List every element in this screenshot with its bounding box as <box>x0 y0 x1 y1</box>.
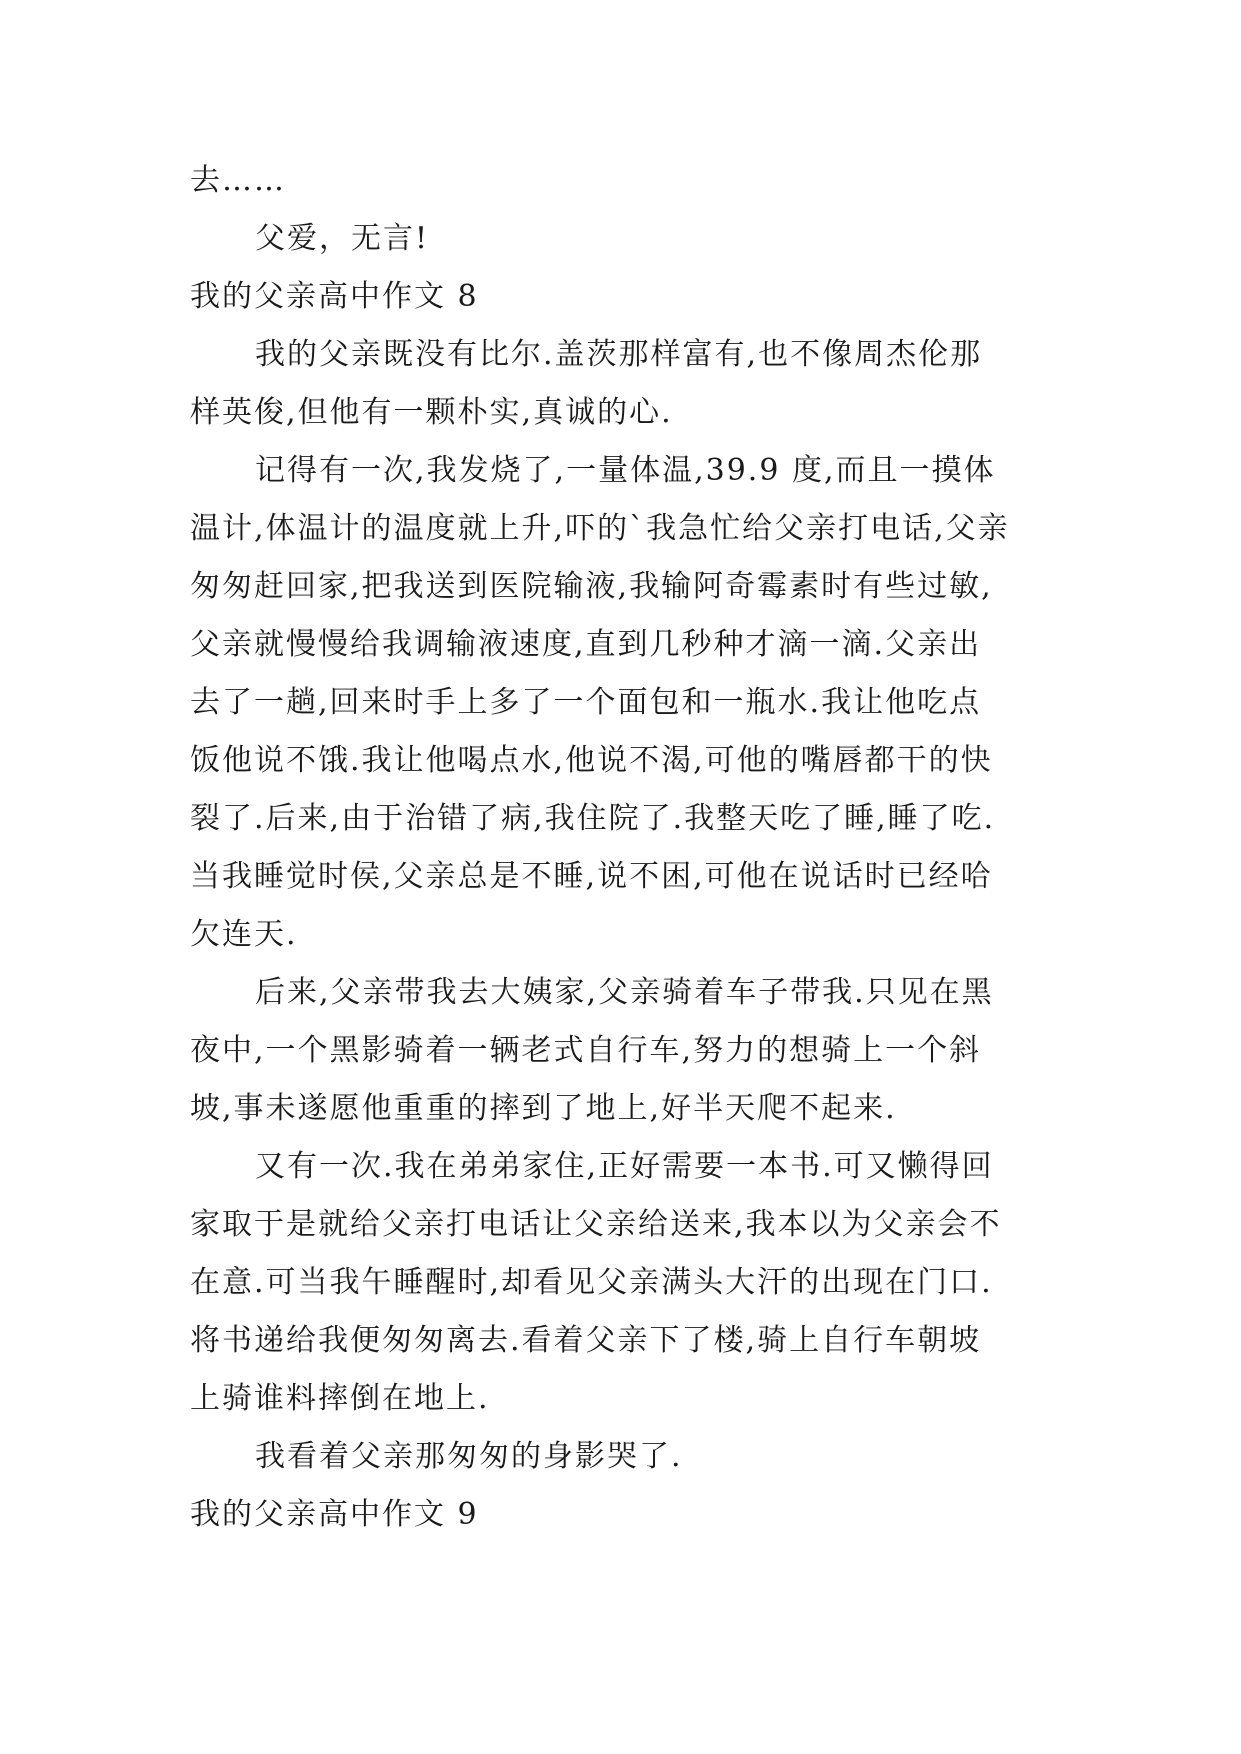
document-body <box>190 152 1070 1544</box>
text-line: 后来,父亲带我去大姨家,父亲骑着车子带我.只见在黑 <box>255 975 994 1010</box>
text-line: 在意.可当我午睡醒时,却看见父亲满头大汗的出现在门口. <box>190 1265 993 1300</box>
text-line: 我的父亲既没有比尔.盖茨那样富有,也不像周杰伦那 <box>255 337 983 372</box>
text-line: 温计,体温计的温度就上升,吓的`我急忙给父亲打电话,父亲 <box>190 511 1010 546</box>
essay-heading: 我的父亲高中作文 9 <box>190 1497 479 1532</box>
text-line: 记得有一次,我发烧了,一量体温,39.9 度,而且一摸体 <box>255 453 996 488</box>
text-line: 父爱，无言! <box>255 221 430 256</box>
text-line: 父亲就慢慢给我调输液速度,直到几秒种才滴一滴.父亲出 <box>190 627 982 662</box>
text-line: 又有一次.我在弟弟家住,正好需要一本书.可又懒得回 <box>255 1149 994 1184</box>
text-line: 将书递给我便匆匆离去.看着父亲下了楼,骑上自行车朝坡 <box>190 1323 982 1358</box>
text-line: 欠连天. <box>190 917 298 952</box>
text-line: 夜中,一个黑影骑着一辆老式自行车,努力的想骑上一个斜 <box>190 1033 982 1068</box>
text-line: 家取于是就给父亲打电话让父亲给送来,我本以为父亲会不 <box>190 1207 1002 1242</box>
text-line: 当我睡觉时侯,父亲总是不睡,说不困,可他在说话时已经哈 <box>190 859 993 894</box>
text-line: 上骑谁料摔倒在地上. <box>190 1381 490 1416</box>
text-line: 匆匆赶回家,把我送到医院输液,我输阿奇霉素时有些过敏, <box>190 569 993 604</box>
text-line: 样英俊,但他有一颗朴实,真诚的心. <box>190 395 673 430</box>
text-line: 坡,事未遂愿他重重的摔到了地上,好半天爬不起来. <box>190 1091 897 1126</box>
text-line: 去…… <box>190 163 286 198</box>
text-line: 去了一趟,回来时手上多了一个面包和一瓶水.我让他吃点 <box>190 685 982 720</box>
essay-heading: 我的父亲高中作文 8 <box>190 279 479 314</box>
text-line: 裂了.后来,由于治错了病,我住院了.我整天吃了睡,睡了吃. <box>190 801 996 836</box>
text-line: 饭他说不饿.我让他喝点水,他说不渴,可他的嘴唇都干的快 <box>190 743 993 778</box>
text-line: 我看着父亲那匆匆的身影哭了. <box>255 1439 683 1474</box>
